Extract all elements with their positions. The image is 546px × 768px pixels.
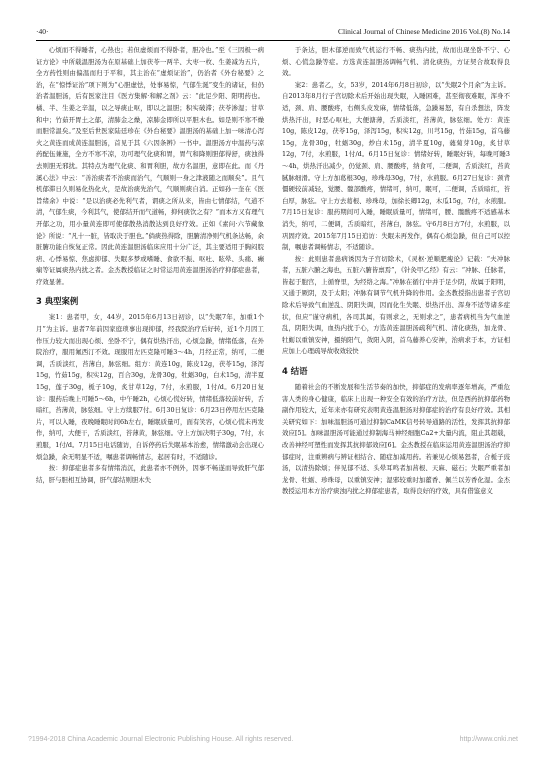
body-paragraph: 按：抑郁症患者多有情绪消沉，此患者亦不例外，因事不畅遂而导致肝气郁结，肝与胆相互协调，肝气郁结则胆木失 [36, 464, 264, 484]
page-header [36, 26, 510, 41]
body-paragraph: 按：此则患者患病诱因为子宫切除术，《灵枢·逆顺肥瘦论》记载：“夫冲脉者，五脏六腑之海也，五脏六腑皆禀焉”，《针灸甲乙经》有云：“冲脉、任脉者，皆起于胞宫，上循脊里，为经络之海。”冲脉在循行中并于足少阴，故属于阳明，又通于厥阴，及于太阳；冲脉有调节气机升降的作用。金杰教授指出患者子宫切除术后导致气血逆乱、阴阳失调，因而化生失眠、烘热汗出、浑身不适等诸多症状，但应“谨守病机，各司其属，有则求之，无则求之”，患者病机当为气血逆乱，阴阳失调，血热内扰于心，方选黄连温胆汤疏利气机、清化痰热，加龙骨、牡蛎以重镇安神，摄纳阳气，敛阳入阴，首乌藤养心安神，治病求于本，方证相应加上心理疏导故收效较快 [282, 254, 510, 356]
page-footer [28, 736, 518, 748]
body-paragraph: 案1：患者甲，女，44岁，2015年6月13日初诊，以“失眠7年，加重1个月”为主诉。患者7年前因家庭琐事出现抑郁，经我院治疗后好转，近1个月因工作压力较大而出现心烦、坐卧不宁，偶有烘热汗出，心烦急躁，情绪低落，在外院治疗，服用氟西汀不效。现服用左匹克隆可睡3～4h，月经正常，纳可，二便调，舌质淡红，苔薄白，脉弦细。组方：黄连10g，陈皮12g，茯苓15g，泽泻15g，竹茹15g，积实12g，百合30g，龙骨30g，牡蛎30g，白术15g，清半夏15g，莲子30g，栀子10g，炙甘草12g，7付，水煎服，1付/d。6月20日复诊：服药后晚上可睡5～6h，中午睡2h，心烦心慌好转，情绪低落较前好转，舌暗红，苔薄黄，脉弦细。守上方续服7付。6月30日复诊：6月23日停用左匹克隆片，可以入睡，夜晚睡眠时间6h左右，睡眠质量可，面有笑容，心烦心慌未再发作，纳可，大便干，舌质淡红，苔薄黄，脉弦细。守上方加决明子30g，7付，水煎服，1付/d。7月15日电话随访，自诉停药后失眠基本治愈，情绪激动会出现心烦急躁，余无明显不适，嘱患者调畅情志，起居有时，不适随诊。 [36, 313, 264, 461]
body-paragraph: 心烦而不得睡者，心热也；若但虚烦而不得卧者，胆冷也。”至《三因极一病证方论》中所载温胆汤为在原基础上加茯苓一两半、大枣一枚、生姜减为五片，全方药性则由偏温而归于平和，其主治在“虚烦证治”，仍治者《外台秘要》之治，在“惊悸证治”项下则为“心胆虚怯，处事易惊，气郁生涎”变生的诸证，但仍治者温胆汤，后有医家注目《医方集解·和解之剂》云：“此足少阳、阳明药也。橘、半、生姜之辛温，以之导痰止呕，即以之温胆；积实破滞；茯苓渗湿；甘草和中；竹茹开胃土之郁，清肺金之燥，凉肺金即所以平胆木也。如是则不寒不燥而胆常温矣。”及至后世医家陆廷珍在《外台秘要》温胆汤的基础上加一味清心泻火之黄连而成黄连温胆汤，首见于其《六因条辨》一书中。温胆汤方中温药与凉药配伍兼施，全方不寒不凉，功可理气化痰和胃，胃气和降则胆郁得舒，痰浊得去则胆无邪扰。其特点为理气化痰、和胃利胆，故方名温胆，意即在此。而《丹溪心法》中云：“善治痰者不治痰而治气，气顺则一身之津液随之而顺矣”。且气机郁滞日久则易化热化火，是故治痰先治气，气顺则痰自消。正如孙一奎在《医旨绪余》中说：“是以治痰必先利气者，谓痰之所从来，皆由七情郁结，气道不清，气郁生痰，今利其气，使郁结开而气道畅，抑何痰饮之有？”而本方又有理气开郁之功，用小量黄连即可使郁散热消散达到良好疗效。正如《素问·六节藏象论》所说：“凡十一脏，皆取决于胆也。”倘痰热得除，胆腑清净则气机条达畅，余脏腑功能自恢复正常。因此黄连温胆汤临床应用十分广泛，其主要适用于胸闷脘痞、心悸易惊、焦虑抑郁、失眠多梦或嗜睡、食欲不振、呕吐、眩晕、头痛、癫痫等证属痰热内扰之者。金杰教授临证之时常运用黄连温胆汤治疗抑郁症患者，疗效显著。 [36, 46, 264, 286]
body-paragraph: 案2：患者乙，女，53岁，2014年6月8日初诊，以“失眠2个月余”为主诉。自2013年8月行子宫切除术后开始出现失眠，入睡困难，甚至彻夜难眠，浑身不适，颈、肩、腰酸疼，右侧头皮发麻，情绪低落，急躁易怒，有自杀想法，阵发烘热汗出，时恶心呕吐，大便溏薄，舌质淡红，苔薄黄，脉弦细。处方：黄连10g，陈皮12g，茯苓15g，泽泻15g，积实12g，川芎15g，竹茹15g，首乌藤15g，龙骨30g，牡蛎30g，炒白术15g，清半夏10g，蕤菊芽10g，炙甘草12g，7付，水煎服，1付/d。6月15日复诊：情绪好转，睡眠好转，每晚可睡3～4h，烘热汗出减少，仍觉颈、肩、腰酸疼，纳食可，二便调，舌质淡红，苔黄腻脉细滑。守上方加葛根30g，珍珠母30g，7付，水煎服。6月27日复诊：颈背僵硬较前减轻，觉腰、髋部酸疼，情绪可，纳可，眠可，二便调，舌质暗红，苔白厚，脉弦。守上方去葛根、珍珠母，加徐长卿12g，木瓜15g，7付，水煎服。7月15日复诊：服药期间可入睡，睡眠质量可，情绪可，腰、髋酸疼不适感基本消失，纳可，二便调，舌质暗红，苔薄白，脉弦。守6月8日方7付，水煎服，以巩固疗效。2015年7月15日追访：失眠未再发作，偶有心烦急躁，但自己可以控制，嘱患者调畅情志，不适随诊。 [282, 80, 510, 252]
section-heading-cases: 3 典型案例 [36, 296, 79, 307]
body-paragraph: 于条达，胆木郁逆而致气机运行不畅、痰热内扰，故而出现坐卧不宁、心烦、心慌急躁等症。方选黄连温胆汤调畅气机、清化痰热，方证契合故取得良效。 [282, 46, 510, 78]
left-column [36, 45, 264, 713]
journal-citation: Clinical Journal of Chinese Medicine 2016 Vol.(8) No.14 [338, 27, 510, 36]
section-heading-conclusion: 4 结语 [282, 366, 308, 377]
body-paragraph: 随着社会的不断发展和生活节奏的加快，抑郁症的发病率逐年增高，严重危害人类的身心健康，临床上出现一种安全有效的治疗方法，但是西药抗抑郁药物副作用较大，近年来亦有研究表明黄连温胆汤对抑郁症的治疗有良好疗效。其相关研究如下：加味温胆汤可通过抑制CaMK信号转导通路的活性，发挥其抗抑郁效应[5]。加味温胆汤可能通过抑制海马神经细胞Ca2+大量内流，阻止其超载，改善神经可塑性而发挥其抗抑郁效应[6]。金杰教授在临床运用黄连温胆汤治疗抑郁症时，注重辨病与辨证相结合、随症加减用药。若兼见心烦易怒者，合栀子豉汤，以清热除烦；伴见郁不适、头晕耳鸣者加菖根、天麻、磁石；失眠严重者加龙骨、牡蛎、珍珠母，以重镇安神；湿邪较重时加藿香、佩兰以芳香化湿。金杰教授运用本方治疗痰浊内扰之抑郁症患者，取得良好的疗效，具有借鉴意义 [282, 383, 510, 496]
copyright-notice: ?1994-2018 China Academic Journal Electronic Publishing House. All rights reserved. [28, 736, 294, 743]
right-column [282, 45, 510, 713]
cnki-url: http://www.cnki.net [459, 736, 518, 743]
page-number: ·40· [36, 27, 49, 36]
